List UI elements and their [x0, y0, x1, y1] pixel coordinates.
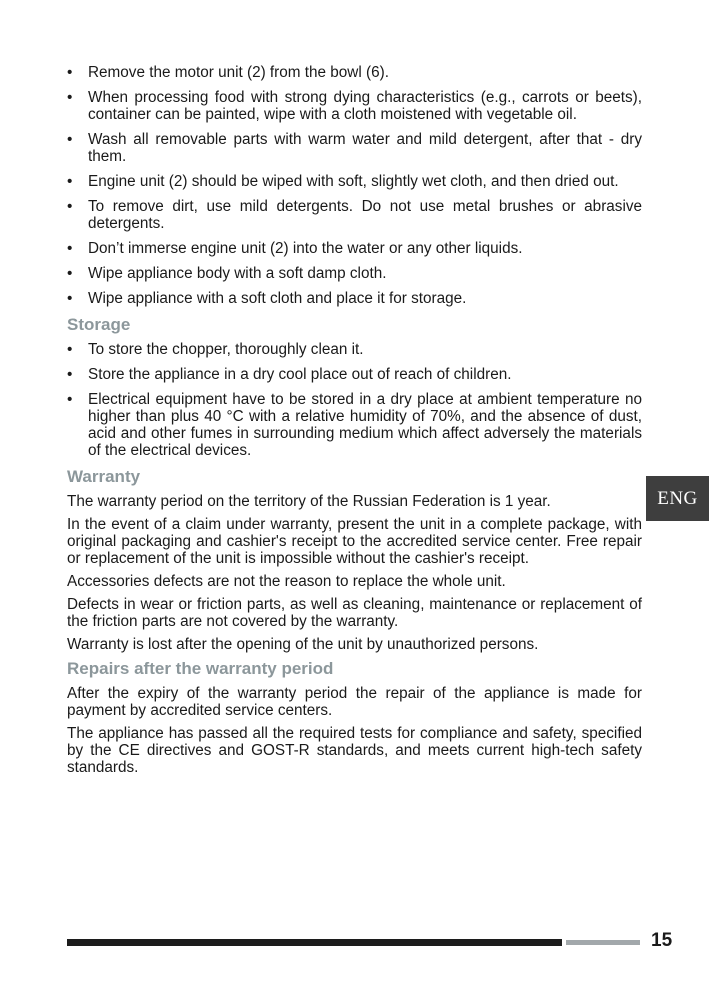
list-item: • Remove the motor unit (2) from the bowl (6).	[67, 64, 642, 81]
storage-heading: Storage	[67, 315, 131, 334]
list-item: • When processing food with strong dying characteristics (e.g., carrots or beets), container can be painted, wipe with a cloth moistened with vegetable oil.	[67, 89, 642, 123]
list-item: • Wipe appliance body with a soft damp cloth.	[67, 265, 642, 282]
paragraph: Accessories defects are not the reason to replace the whole unit.	[67, 573, 506, 590]
footer-rule-dark	[67, 939, 562, 946]
repairs-heading: Repairs after the warranty period	[67, 659, 334, 678]
page-number: 15	[651, 930, 673, 951]
paragraph: Warranty is lost after the opening of the unit by unauthorized persons.	[67, 636, 539, 653]
paragraph: After the expiry of the warranty period the repair of the appliance is made for payment by accredited service centers.	[67, 685, 642, 719]
list-item: • Don’t immerse engine unit (2) into the water or any other liquids.	[67, 240, 642, 257]
list-item: • Engine unit (2) should be wiped with soft, slightly wet cloth, and then dried out.	[67, 173, 642, 190]
paragraph: In the event of a claim under warranty, present the unit in a complete package, with original packaging and cashier's receipt to the accredited service center. Free repair or replacement of the unit is impossible without the cashier's receipt.	[67, 516, 642, 567]
paragraph: Defects in wear or friction parts, as well as cleaning, maintenance or replacement of the friction parts are not covered by the warranty.	[67, 596, 642, 630]
list-item: • Electrical equipment have to be stored in a dry place at ambient temperature no higher than plus 40 °C with a relative humidity of 70%, and the absence of dust, acid and other fumes in surrounding medium which affect adversely the materials of the electrical devices.	[67, 391, 642, 459]
language-tab	[646, 476, 709, 521]
language-tab-label: ENG	[657, 487, 698, 509]
paragraph: The appliance has passed all the required tests for compliance and safety, specified by the CE directives and GOST-R standards, and meets current high-tech safety standards.	[67, 725, 642, 776]
paragraph: The warranty period on the territory of the Russian Federation is 1 year.	[67, 493, 551, 510]
list-item: • To store the chopper, thoroughly clean it.	[67, 341, 642, 358]
list-item: • To remove dirt, use mild detergents. Do not use metal brushes or abrasive detergents.	[67, 198, 642, 232]
list-item: • Wash all removable parts with warm water and mild detergent, after that - dry them.	[67, 131, 642, 165]
page-content	[67, 64, 642, 782]
storage-list	[67, 341, 642, 459]
footer-rule-grey	[566, 940, 640, 945]
list-item: • Store the appliance in a dry cool place out of reach of children.	[67, 366, 642, 383]
list-item: • Wipe appliance with a soft cloth and place it for storage.	[67, 290, 642, 307]
warranty-heading: Warranty	[67, 467, 141, 486]
cleaning-list	[67, 64, 642, 307]
